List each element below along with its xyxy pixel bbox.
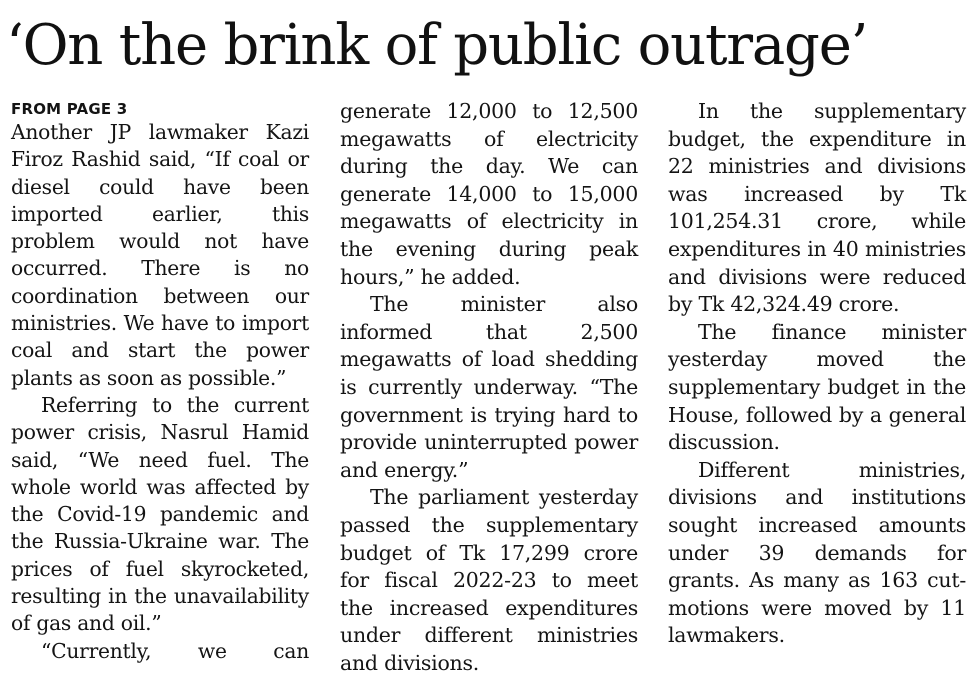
paragraph: Different ministries, divisions and institutions sought increased amounts under 39 demands for grants. As many as 163 cut-motions were moved by 11 lawmakers. xyxy=(668,457,966,648)
paragraph: The minister also informed that 2,500 megawatts of load shedding is currently underway. “The government is trying hard to provide uninterrupted power and energy.” xyxy=(340,292,638,482)
paragraph: generate 12,000 to 12,500 megawatts of electricity during the day. We can generate 14,000 to 15,000 megawatts of electricity in the evening during peak hours,” he added. xyxy=(340,99,638,289)
headline: ‘On the brink of public outrage’ xyxy=(6,13,868,78)
article-column-2 xyxy=(340,98,638,677)
dateline: FROM PAGE 3 xyxy=(11,100,128,118)
paragraph: The finance minister yesterday moved the supplementary budget in the House, followed by a general discussion. xyxy=(668,319,966,455)
article-column-1 xyxy=(11,98,309,665)
paragraph: Referring to the current power crisis, Nasrul Hamid said, “We need fuel. The whole world was affected by the Covid-19 pandemic and the Russia-Ukraine war. The prices of fuel skyrocketed, resulting in the unavailability of gas and oil.” xyxy=(11,392,309,636)
article-column-3 xyxy=(668,98,966,650)
paragraph: “Currently, we can xyxy=(41,638,309,663)
paragraph: The parliament yesterday passed the supplementary budget of Tk 17,299 crore for fiscal 2022-23 to meet the increased expenditures under different ministries and divisions. xyxy=(340,485,638,675)
paragraph: In the supplementary budget, the expenditure in 22 ministries and divisions was increased by Tk 101,254.31 crore, while expenditures in 40 ministries and divisions were reduced by Tk 42,324.49 crore. xyxy=(668,99,966,317)
paragraph: Another JP lawmaker Kazi Firoz Rashid said, “If coal or diesel could have been imported earlier, this problem would not have occurred. There is no coordination between our ministries. We have to import coal and start the power plants as soon as possible.” xyxy=(11,120,309,390)
